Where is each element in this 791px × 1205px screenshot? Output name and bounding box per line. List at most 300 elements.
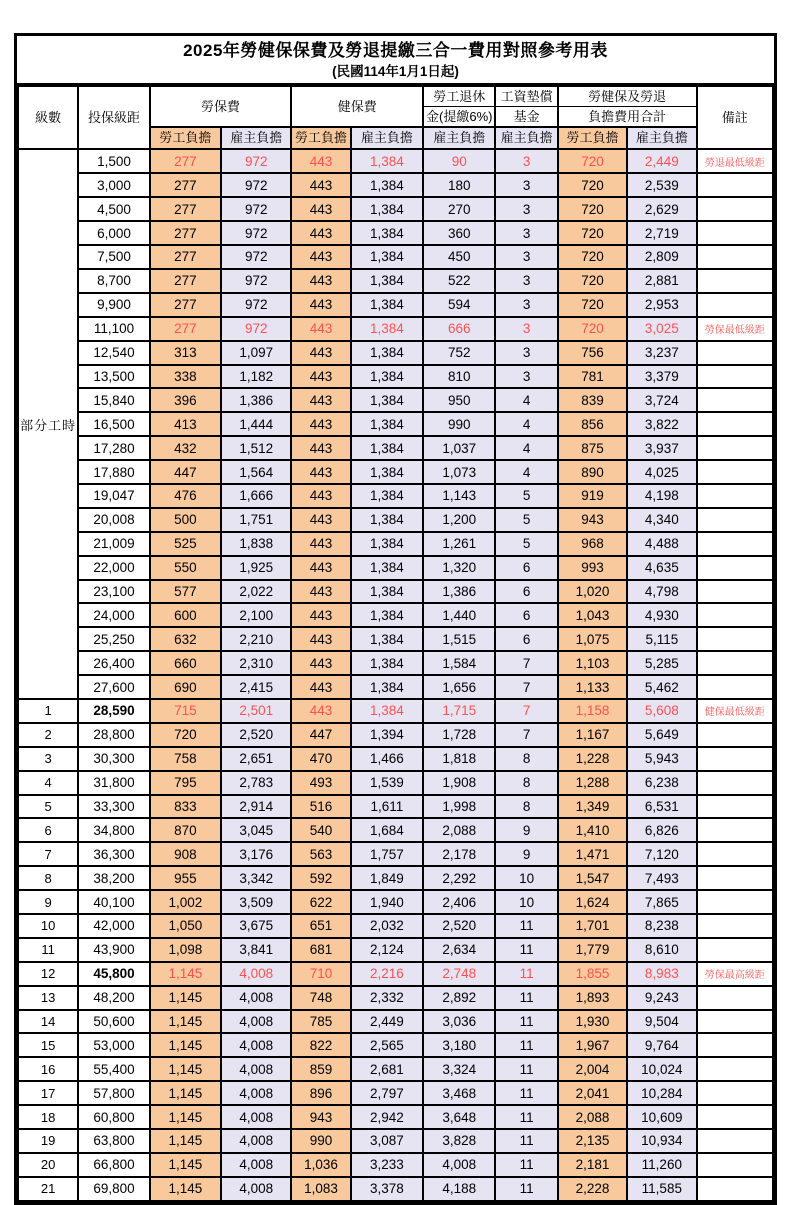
cell-pension_employer: 3,036 <box>423 1010 495 1034</box>
cell-level: 3 <box>18 747 78 771</box>
cell-health_employer: 2,332 <box>351 986 423 1010</box>
cell-pension_employer: 3,828 <box>423 1129 495 1153</box>
cell-labor_employer: 2,022 <box>221 580 291 604</box>
cell-health_employer: 1,539 <box>351 771 423 795</box>
cell-total_employee: 2,228 <box>558 1177 627 1201</box>
cell-wagefund_employer: 7 <box>495 675 557 699</box>
cell-total_employee: 943 <box>558 508 627 532</box>
cell-salary-bracket: 12,540 <box>78 341 149 365</box>
cell-total_employee: 1,410 <box>558 818 627 842</box>
cell-salary-bracket: 34,800 <box>78 818 149 842</box>
header-wage-fund-line2: 基金 <box>495 107 557 128</box>
cell-wagefund_employer: 9 <box>495 842 557 866</box>
cell-total_employee: 1,167 <box>558 723 627 747</box>
cell-wagefund_employer: 5 <box>495 508 557 532</box>
cell-total_employee: 993 <box>558 556 627 580</box>
cell-health_employer: 1,394 <box>351 723 423 747</box>
cell-health_employer: 1,384 <box>351 197 423 221</box>
cell-total_employer: 5,943 <box>627 747 696 771</box>
cell-total_employee: 1,471 <box>558 842 627 866</box>
header-wage-fund-employer-share: 雇主負擔 <box>495 127 557 149</box>
table-row <box>18 962 773 986</box>
premium-table <box>17 85 774 1201</box>
cell-labor_employer: 4,008 <box>221 1105 291 1129</box>
cell-labor_employer: 1,751 <box>221 508 291 532</box>
table-row <box>18 818 773 842</box>
cell-level: 13 <box>18 986 78 1010</box>
cell-total_employer: 2,629 <box>627 197 696 221</box>
cell-remark <box>697 603 773 627</box>
cell-pension_employer: 2,748 <box>423 962 495 986</box>
cell-total_employer: 5,115 <box>627 627 696 651</box>
cell-health_employer: 1,384 <box>351 675 423 699</box>
cell-total_employee: 1,624 <box>558 890 627 914</box>
header-labor-employee-share: 勞工負擔 <box>150 127 221 149</box>
cell-salary-bracket: 13,500 <box>78 365 149 389</box>
cell-total_employee: 720 <box>558 173 627 197</box>
cell-health_employer: 1,384 <box>351 173 423 197</box>
cell-health_employee: 443 <box>291 460 350 484</box>
cell-total_employer: 11,585 <box>627 1177 696 1201</box>
cell-labor_employee: 277 <box>150 317 221 341</box>
cell-health_employer: 2,124 <box>351 938 423 962</box>
cell-labor_employer: 4,008 <box>221 1129 291 1153</box>
cell-total_employee: 2,004 <box>558 1057 627 1081</box>
cell-health_employee: 859 <box>291 1057 350 1081</box>
cell-remark <box>697 365 773 389</box>
cell-salary-bracket: 33,300 <box>78 795 149 819</box>
cell-labor_employer: 4,008 <box>221 986 291 1010</box>
cell-level: 14 <box>18 1010 78 1034</box>
cell-health_employer: 1,611 <box>351 795 423 819</box>
cell-labor_employer: 2,914 <box>221 795 291 819</box>
table-row <box>18 938 773 962</box>
cell-labor_employer: 3,675 <box>221 914 291 938</box>
table-row <box>18 627 773 651</box>
cell-total_employer: 4,198 <box>627 484 696 508</box>
cell-health_employee: 443 <box>291 221 350 245</box>
cell-remark <box>697 1010 773 1034</box>
table-body <box>18 149 773 1200</box>
cell-remark <box>697 221 773 245</box>
cell-labor_employer: 972 <box>221 197 291 221</box>
cell-total_employer: 9,764 <box>627 1033 696 1057</box>
cell-pension_employer: 360 <box>423 221 495 245</box>
header-total-employer-share: 雇主負擔 <box>627 127 696 149</box>
cell-remark <box>697 245 773 269</box>
cell-pension_employer: 990 <box>423 412 495 436</box>
cell-total_employer: 2,719 <box>627 221 696 245</box>
cell-pension_employer: 3,180 <box>423 1033 495 1057</box>
table-row <box>18 197 773 221</box>
cell-pension_employer: 666 <box>423 317 495 341</box>
cell-pension_employer: 522 <box>423 269 495 293</box>
cell-health_employer: 1,384 <box>351 460 423 484</box>
cell-salary-bracket: 22,000 <box>78 556 149 580</box>
cell-pension_employer: 2,088 <box>423 818 495 842</box>
cell-labor_employee: 550 <box>150 556 221 580</box>
cell-health_employee: 443 <box>291 699 350 723</box>
cell-total_employee: 1,228 <box>558 747 627 771</box>
cell-labor_employer: 1,838 <box>221 532 291 556</box>
cell-labor_employee: 432 <box>150 436 221 460</box>
table-row <box>18 890 773 914</box>
cell-total_employee: 2,181 <box>558 1153 627 1177</box>
cell-salary-bracket: 30,300 <box>78 747 149 771</box>
cell-labor_employee: 1,145 <box>150 1129 221 1153</box>
cell-salary-bracket: 9,900 <box>78 293 149 317</box>
cell-labor_employee: 338 <box>150 365 221 389</box>
cell-salary-bracket: 4,500 <box>78 197 149 221</box>
cell-remark <box>697 842 773 866</box>
cell-total_employee: 856 <box>558 412 627 436</box>
cell-labor_employer: 1,097 <box>221 341 291 365</box>
cell-health_employee: 443 <box>291 245 350 269</box>
cell-health_employee: 822 <box>291 1033 350 1057</box>
cell-pension_employer: 180 <box>423 173 495 197</box>
cell-wagefund_employer: 11 <box>495 914 557 938</box>
cell-pension_employer: 1,440 <box>423 603 495 627</box>
cell-pension_employer: 950 <box>423 388 495 412</box>
cell-labor_employer: 2,651 <box>221 747 291 771</box>
cell-total_employee: 890 <box>558 460 627 484</box>
cell-pension_employer: 3,324 <box>423 1057 495 1081</box>
cell-level: 5 <box>18 795 78 819</box>
cell-health_employee: 943 <box>291 1105 350 1129</box>
cell-salary-bracket: 28,590 <box>78 699 149 723</box>
table-row <box>18 388 773 412</box>
cell-health_employee: 443 <box>291 197 350 221</box>
cell-salary-bracket: 57,800 <box>78 1081 149 1105</box>
cell-health_employer: 1,384 <box>351 365 423 389</box>
cell-wagefund_employer: 11 <box>495 1177 557 1201</box>
cell-remark <box>697 890 773 914</box>
cell-health_employer: 1,384 <box>351 556 423 580</box>
cell-wagefund_employer: 3 <box>495 365 557 389</box>
cell-salary-bracket: 40,100 <box>78 890 149 914</box>
cell-total_employer: 7,120 <box>627 842 696 866</box>
cell-remark <box>697 914 773 938</box>
cell-total_employee: 1,779 <box>558 938 627 962</box>
cell-health_employee: 443 <box>291 365 350 389</box>
cell-health_employer: 2,797 <box>351 1081 423 1105</box>
table-row <box>18 412 773 436</box>
cell-labor_employer: 1,512 <box>221 436 291 460</box>
cell-pension_employer: 594 <box>423 293 495 317</box>
cell-labor_employee: 1,145 <box>150 1033 221 1057</box>
cell-salary-bracket: 26,400 <box>78 651 149 675</box>
cell-labor_employee: 277 <box>150 293 221 317</box>
cell-health_employee: 592 <box>291 866 350 890</box>
cell-labor_employee: 313 <box>150 341 221 365</box>
table-row <box>18 986 773 1010</box>
cell-labor_employer: 3,045 <box>221 818 291 842</box>
cell-wagefund_employer: 6 <box>495 603 557 627</box>
cell-health_employee: 443 <box>291 436 350 460</box>
cell-labor_employee: 277 <box>150 221 221 245</box>
cell-health_employee: 443 <box>291 484 350 508</box>
cell-total_employee: 2,135 <box>558 1129 627 1153</box>
cell-wagefund_employer: 10 <box>495 890 557 914</box>
cell-total_employer: 2,953 <box>627 293 696 317</box>
cell-total_employer: 6,531 <box>627 795 696 819</box>
table-header <box>18 86 773 149</box>
cell-level: 1 <box>18 699 78 723</box>
cell-wagefund_employer: 7 <box>495 723 557 747</box>
cell-health_employee: 443 <box>291 149 350 173</box>
cell-wagefund_employer: 8 <box>495 771 557 795</box>
header-salary-bracket: 投保級距 <box>78 86 149 149</box>
cell-labor_employee: 758 <box>150 747 221 771</box>
table-row <box>18 365 773 389</box>
cell-total_employee: 1,158 <box>558 699 627 723</box>
cell-health_employee: 896 <box>291 1081 350 1105</box>
cell-total_employee: 1,855 <box>558 962 627 986</box>
cell-remark <box>697 986 773 1010</box>
cell-labor_employer: 1,182 <box>221 365 291 389</box>
cell-labor_employer: 4,008 <box>221 962 291 986</box>
header-remark: 備註 <box>697 86 773 149</box>
cell-level: 19 <box>18 1129 78 1153</box>
cell-health_employer: 1,757 <box>351 842 423 866</box>
cell-health_employee: 443 <box>291 293 350 317</box>
cell-salary-bracket: 25,250 <box>78 627 149 651</box>
cell-remark <box>697 675 773 699</box>
cell-wagefund_employer: 3 <box>495 269 557 293</box>
cell-wagefund_employer: 3 <box>495 173 557 197</box>
cell-health_employee: 443 <box>291 269 350 293</box>
cell-health_employer: 1,384 <box>351 149 423 173</box>
cell-health_employer: 3,378 <box>351 1177 423 1201</box>
cell-remark <box>697 388 773 412</box>
cell-remark <box>697 436 773 460</box>
cell-labor_employee: 476 <box>150 484 221 508</box>
cell-labor_employer: 1,444 <box>221 412 291 436</box>
cell-total_employer: 3,822 <box>627 412 696 436</box>
cell-salary-bracket: 3,000 <box>78 173 149 197</box>
cell-remark: 勞退最低級距 <box>697 149 773 173</box>
cell-level: 10 <box>18 914 78 938</box>
cell-health_employer: 2,681 <box>351 1057 423 1081</box>
cell-labor_employee: 1,145 <box>150 1177 221 1201</box>
table-row <box>18 580 773 604</box>
cell-pension_employer: 2,406 <box>423 890 495 914</box>
cell-wagefund_employer: 7 <box>495 699 557 723</box>
cell-health_employee: 493 <box>291 771 350 795</box>
cell-wagefund_employer: 3 <box>495 221 557 245</box>
cell-pension_employer: 2,292 <box>423 866 495 890</box>
cell-wagefund_employer: 8 <box>495 747 557 771</box>
cell-remark <box>697 484 773 508</box>
cell-total_employee: 720 <box>558 221 627 245</box>
cell-remark <box>697 1153 773 1177</box>
cell-health_employee: 1,083 <box>291 1177 350 1201</box>
cell-salary-bracket: 69,800 <box>78 1177 149 1201</box>
cell-salary-bracket: 48,200 <box>78 986 149 1010</box>
cell-total_employer: 8,610 <box>627 938 696 962</box>
cell-wagefund_employer: 4 <box>495 412 557 436</box>
cell-labor_employee: 447 <box>150 460 221 484</box>
cell-salary-bracket: 31,800 <box>78 771 149 795</box>
cell-remark <box>697 866 773 890</box>
cell-wagefund_employer: 3 <box>495 293 557 317</box>
cell-health_employer: 1,940 <box>351 890 423 914</box>
table-row <box>18 651 773 675</box>
cell-total_employee: 720 <box>558 269 627 293</box>
cell-pension_employer: 2,178 <box>423 842 495 866</box>
cell-total_employee: 781 <box>558 365 627 389</box>
table-row <box>18 866 773 890</box>
cell-pension_employer: 1,386 <box>423 580 495 604</box>
cell-health_employee: 622 <box>291 890 350 914</box>
cell-remark <box>697 556 773 580</box>
cell-health_employer: 1,384 <box>351 580 423 604</box>
header-total-line2: 負擔費用合計 <box>558 107 697 128</box>
cell-remark <box>697 723 773 747</box>
cell-wagefund_employer: 9 <box>495 818 557 842</box>
cell-remark <box>697 771 773 795</box>
cell-health_employee: 443 <box>291 651 350 675</box>
cell-labor_employer: 972 <box>221 269 291 293</box>
header-total-line1: 勞健保及勞退 <box>558 86 697 107</box>
table-row <box>18 269 773 293</box>
table-row <box>18 245 773 269</box>
cell-total_employee: 2,088 <box>558 1105 627 1129</box>
table-row <box>18 341 773 365</box>
cell-level: 17 <box>18 1081 78 1105</box>
cell-labor_employee: 1,098 <box>150 938 221 962</box>
cell-remark <box>697 508 773 532</box>
cell-wagefund_employer: 3 <box>495 317 557 341</box>
cell-level: 18 <box>18 1105 78 1129</box>
cell-remark <box>697 747 773 771</box>
cell-wagefund_employer: 3 <box>495 149 557 173</box>
cell-labor_employer: 4,008 <box>221 1010 291 1034</box>
cell-pension_employer: 4,188 <box>423 1177 495 1201</box>
cell-health_employee: 710 <box>291 962 350 986</box>
cell-pension_employer: 1,143 <box>423 484 495 508</box>
cell-total_employee: 1,043 <box>558 603 627 627</box>
cell-wagefund_employer: 7 <box>495 651 557 675</box>
cell-health_employer: 1,384 <box>351 317 423 341</box>
cell-health_employee: 443 <box>291 556 350 580</box>
table-row <box>18 1105 773 1129</box>
cell-wagefund_employer: 5 <box>495 484 557 508</box>
table-row <box>18 149 773 173</box>
cell-salary-bracket: 42,000 <box>78 914 149 938</box>
cell-wagefund_employer: 11 <box>495 986 557 1010</box>
cell-total_employer: 10,284 <box>627 1081 696 1105</box>
cell-labor_employer: 972 <box>221 317 291 341</box>
cell-wagefund_employer: 3 <box>495 245 557 269</box>
cell-labor_employee: 277 <box>150 269 221 293</box>
cell-health_employer: 3,233 <box>351 1153 423 1177</box>
cell-pension_employer: 1,037 <box>423 436 495 460</box>
cell-labor_employee: 277 <box>150 197 221 221</box>
cell-wagefund_employer: 11 <box>495 1129 557 1153</box>
cell-labor_employee: 1,145 <box>150 1105 221 1129</box>
cell-labor_employer: 2,501 <box>221 699 291 723</box>
cell-pension_employer: 1,908 <box>423 771 495 795</box>
table-row <box>18 317 773 341</box>
cell-pension_employer: 1,320 <box>423 556 495 580</box>
cell-health_employee: 516 <box>291 795 350 819</box>
cell-wagefund_employer: 3 <box>495 197 557 221</box>
cell-labor_employee: 1,002 <box>150 890 221 914</box>
cell-labor_employee: 396 <box>150 388 221 412</box>
cell-pension_employer: 2,520 <box>423 914 495 938</box>
cell-total_employer: 10,024 <box>627 1057 696 1081</box>
cell-pension_employer: 1,715 <box>423 699 495 723</box>
cell-salary-bracket: 45,800 <box>78 962 149 986</box>
cell-total_employer: 5,285 <box>627 651 696 675</box>
cell-pension_employer: 450 <box>423 245 495 269</box>
cell-wagefund_employer: 11 <box>495 938 557 962</box>
table-row <box>18 556 773 580</box>
cell-wagefund_employer: 11 <box>495 1105 557 1129</box>
header-level: 級數 <box>18 86 78 149</box>
cell-labor_employee: 525 <box>150 532 221 556</box>
cell-health_employer: 2,032 <box>351 914 423 938</box>
cell-labor_employer: 2,783 <box>221 771 291 795</box>
cell-total_employee: 1,288 <box>558 771 627 795</box>
cell-pension_employer: 3,468 <box>423 1081 495 1105</box>
cell-wagefund_employer: 4 <box>495 388 557 412</box>
cell-labor_employer: 3,176 <box>221 842 291 866</box>
cell-remark <box>697 1129 773 1153</box>
cell-labor_employee: 1,145 <box>150 1010 221 1034</box>
header-pension-line2: 金(提繳6%) <box>423 107 495 128</box>
cell-total_employer: 4,930 <box>627 603 696 627</box>
cell-health_employee: 443 <box>291 317 350 341</box>
cell-level: 4 <box>18 771 78 795</box>
cell-health_employee: 470 <box>291 747 350 771</box>
header-health-employee-share: 勞工負擔 <box>291 127 350 149</box>
cell-remark <box>697 173 773 197</box>
cell-salary-bracket: 8,700 <box>78 269 149 293</box>
table-row <box>18 173 773 197</box>
cell-labor_employee: 277 <box>150 149 221 173</box>
cell-health_employer: 1,384 <box>351 532 423 556</box>
table-row <box>18 221 773 245</box>
cell-salary-bracket: 60,800 <box>78 1105 149 1129</box>
cell-labor_employee: 720 <box>150 723 221 747</box>
cell-remark <box>697 341 773 365</box>
cell-health_employer: 1,384 <box>351 436 423 460</box>
cell-pension_employer: 1,998 <box>423 795 495 819</box>
cell-pension_employer: 752 <box>423 341 495 365</box>
cell-remark <box>697 651 773 675</box>
cell-pension_employer: 1,656 <box>423 675 495 699</box>
cell-labor_employer: 4,008 <box>221 1177 291 1201</box>
cell-salary-bracket: 6,000 <box>78 221 149 245</box>
cell-labor_employee: 277 <box>150 245 221 269</box>
cell-salary-bracket: 19,047 <box>78 484 149 508</box>
cell-health_employer: 1,466 <box>351 747 423 771</box>
cell-pension_employer: 2,634 <box>423 938 495 962</box>
cell-remark <box>697 532 773 556</box>
cell-labor_employee: 690 <box>150 675 221 699</box>
cell-total_employer: 4,635 <box>627 556 696 580</box>
cell-pension_employer: 1,728 <box>423 723 495 747</box>
cell-total_employee: 1,930 <box>558 1010 627 1034</box>
cell-total_employee: 1,133 <box>558 675 627 699</box>
cell-salary-bracket: 17,880 <box>78 460 149 484</box>
cell-labor_employer: 972 <box>221 245 291 269</box>
cell-total_employer: 8,983 <box>627 962 696 986</box>
cell-pension_employer: 810 <box>423 365 495 389</box>
cell-health_employer: 1,384 <box>351 651 423 675</box>
